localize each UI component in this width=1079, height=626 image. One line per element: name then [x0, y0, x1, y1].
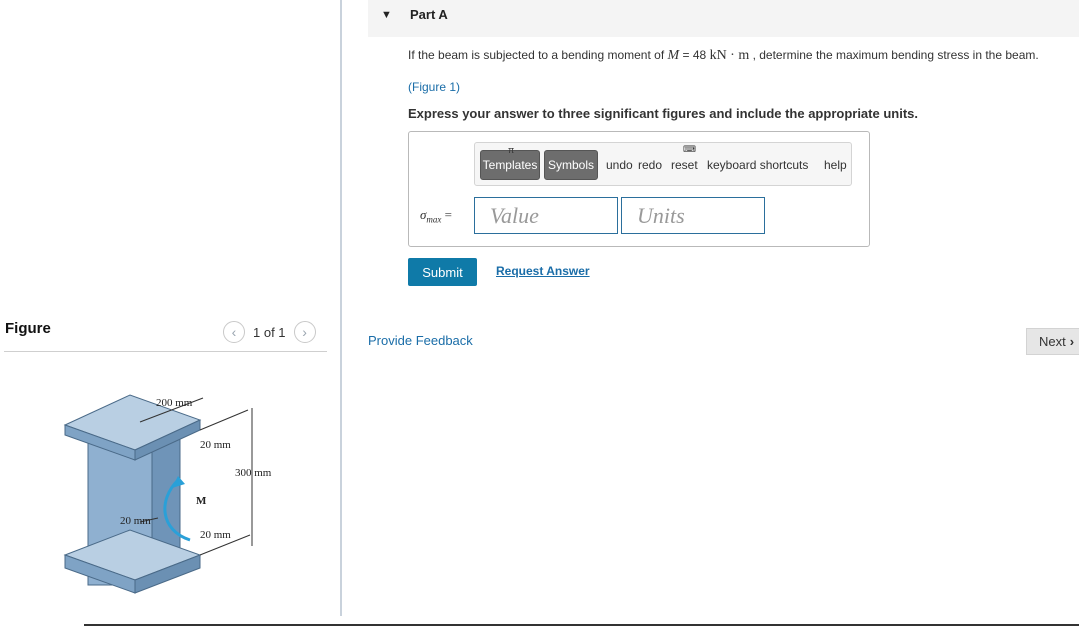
panel-divider — [340, 0, 342, 616]
prev-figure-button[interactable] — [223, 321, 245, 343]
part-title: Part A — [410, 7, 448, 22]
part-header[interactable] — [368, 0, 1079, 37]
request-answer-link[interactable]: Request Answer — [496, 264, 590, 278]
moment-symbol: M — [667, 48, 680, 63]
sigma-equals: = — [444, 207, 453, 222]
question-post: , determine the maximum bending stress in the beam. — [752, 48, 1039, 62]
next-figure-button[interactable] — [294, 321, 316, 343]
figure-page-indicator: 1 of 1 — [253, 324, 286, 340]
dim-line-flange — [200, 410, 248, 430]
symbols-label: Symbols — [547, 158, 594, 172]
pi-icon: π — [508, 145, 515, 155]
figure-pager — [223, 321, 316, 343]
dim-label-top: 200 mm — [156, 397, 193, 409]
question-text — [408, 47, 1078, 64]
dim-label-flange-bottom: 20 mm — [200, 529, 231, 541]
moment-unit: kN · m — [709, 48, 750, 63]
ibeam-figure — [40, 380, 300, 620]
moment-value: = 48 — [682, 48, 707, 62]
question-pre: If the beam is subjected to a bending moment of — [408, 48, 665, 62]
answer-instruction: Express your answer to three significant figures and include the appropriate units. — [408, 106, 918, 121]
symbols-button[interactable] — [544, 150, 598, 180]
undo-button[interactable]: undo — [606, 158, 633, 172]
chevron-right-icon: › — [1069, 334, 1075, 349]
figure-title: Figure — [5, 320, 51, 337]
collapse-caret-icon[interactable]: ▼ — [381, 9, 392, 21]
math-toolbar — [474, 142, 852, 186]
provide-feedback-link[interactable]: Provide Feedback — [368, 333, 473, 348]
sigma-symbol: σ — [420, 207, 427, 222]
dim-label-web: 20 mm — [120, 515, 151, 527]
dim-label-flange-top: 20 mm — [200, 439, 231, 451]
chevron-left-icon: ‹ — [231, 324, 237, 340]
keyboard-shortcuts-button[interactable]: keyboard shortcuts — [707, 158, 809, 172]
sigma-max-label — [420, 207, 452, 225]
moment-label: M — [196, 495, 207, 507]
dim-label-height: 300 mm — [235, 467, 272, 479]
reset-button[interactable]: reset — [671, 158, 698, 172]
next-button[interactable] — [1026, 328, 1079, 355]
figure-header-rule — [4, 351, 327, 352]
units-input[interactable]: Units — [621, 197, 765, 234]
next-label: Next — [1039, 334, 1066, 349]
chevron-right-icon: › — [302, 324, 307, 340]
value-input[interactable]: Value — [474, 197, 618, 234]
keyboard-icon: ⌨ — [683, 144, 696, 154]
help-button[interactable]: help — [824, 158, 847, 172]
figure-link[interactable]: (Figure 1) — [408, 80, 461, 94]
templates-label: Templates — [482, 158, 538, 172]
sigma-subscript: max — [426, 214, 442, 225]
submit-button[interactable]: Submit — [408, 258, 477, 286]
redo-button[interactable]: redo — [638, 158, 663, 172]
